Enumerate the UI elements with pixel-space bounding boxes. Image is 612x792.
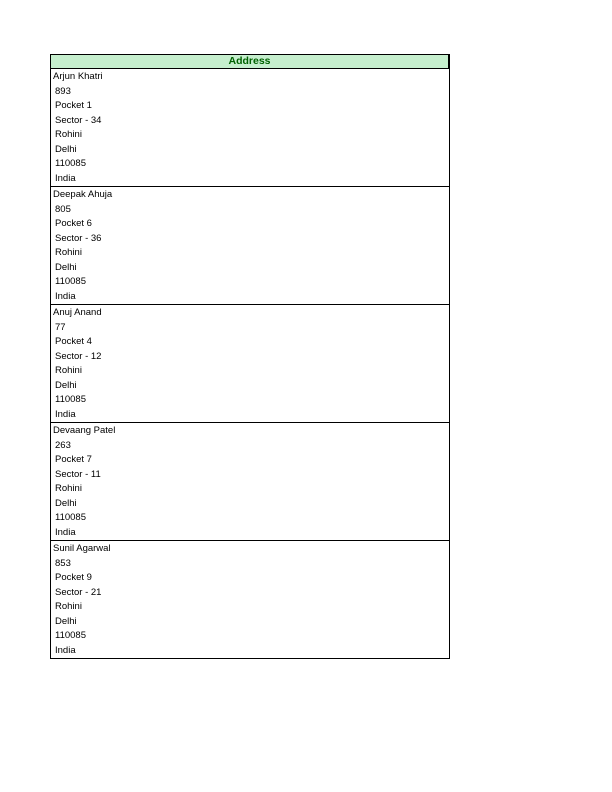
record-address-line: Delhi [55, 261, 77, 273]
record-address-line: 110085 [55, 630, 86, 641]
record-address-line: Sector - 12 [55, 350, 102, 362]
record-name: Devaang Patel [53, 425, 116, 436]
record-address-line: Delhi [55, 379, 77, 391]
record-address-line: 805 [55, 203, 71, 215]
record-address-line: Sector - 36 [55, 232, 102, 244]
record-address-line: Pocket 1 [55, 100, 92, 111]
record-address-line: Pocket 7 [55, 454, 92, 465]
address-records [50, 69, 450, 659]
record-name: Sunil Agarwal [53, 543, 111, 554]
record-address-line: India [55, 644, 76, 656]
record-address-line: India [55, 526, 76, 538]
record-address-line: Sector - 21 [55, 586, 102, 598]
record-name: Arjun Khatri [53, 71, 103, 82]
record-address-line: 893 [55, 85, 71, 97]
record-address-line: India [55, 408, 76, 420]
record-address-line: Sector - 34 [55, 114, 102, 126]
record-address-line: Rohini [55, 129, 82, 140]
address-record[interactable] [50, 305, 450, 423]
record-address-line: 110085 [55, 512, 86, 523]
record-address-line: Pocket 9 [55, 572, 92, 583]
address-header[interactable]: Address [50, 54, 450, 69]
record-address-line: Delhi [55, 497, 77, 509]
record-name: Deepak Ahuja [53, 189, 113, 200]
record-address-line: 110085 [55, 276, 86, 287]
record-address-line: 110085 [55, 158, 86, 169]
record-address-line: Pocket 6 [55, 218, 92, 229]
record-address-line: 77 [55, 321, 66, 333]
address-sheet [50, 54, 450, 659]
record-address-line: Rohini [55, 365, 82, 376]
address-record[interactable] [50, 423, 450, 541]
address-record[interactable] [50, 69, 450, 187]
record-address-line: India [55, 172, 76, 184]
record-address-line: Delhi [55, 615, 77, 627]
record-address-line: Rohini [55, 601, 82, 612]
address-record[interactable] [50, 187, 450, 305]
record-address-line: Pocket 4 [55, 336, 92, 347]
record-name: Anuj Anand [53, 307, 102, 318]
record-address-line: Delhi [55, 143, 77, 155]
record-address-line: 263 [55, 439, 71, 451]
address-record[interactable] [50, 541, 450, 659]
record-address-line: 110085 [55, 394, 86, 405]
record-address-line: India [55, 290, 76, 302]
record-address-line: Rohini [55, 483, 82, 494]
record-address-line: 853 [55, 557, 71, 569]
record-address-line: Sector - 11 [55, 468, 101, 480]
record-address-line: Rohini [55, 247, 82, 258]
